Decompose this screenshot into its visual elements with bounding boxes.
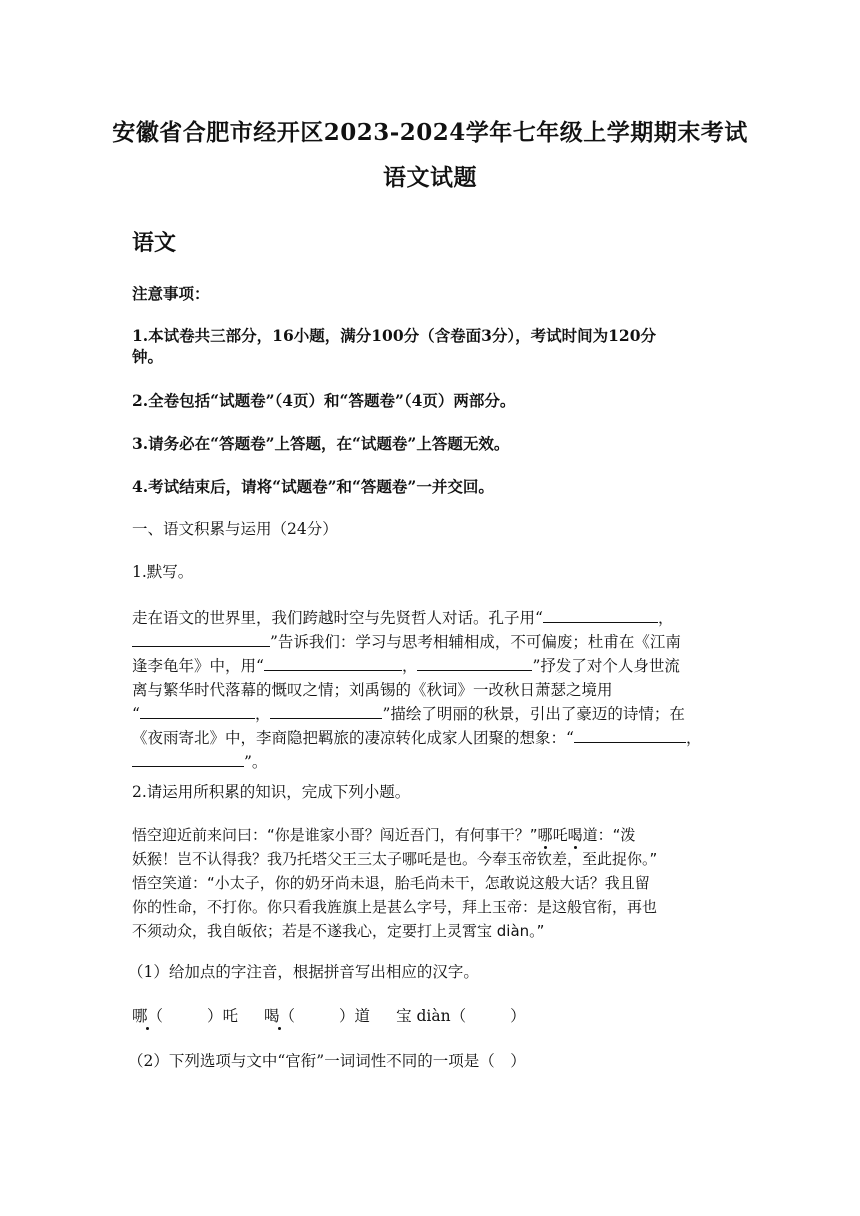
question-1-label: 1.默写。 [132, 563, 194, 581]
exam-title: 安徽省合肥市经开区2023-2024学年七年级上学期期末考试 [112, 119, 748, 146]
question-2-passage: 悟空迎近前来问曰：“你是谁家小哥？闯近吾门，有何事干？”哪吒喝道：“泼 妖猴！岂不认得我？我乃托塔父王三太子哪吒是也。今奉玉帝钦差，至此捉你。” 悟空笑道：“小太子，你的奶牙尚未退，胎毛尚未干，怎敢说这般大话？我且留 你的性命，不打你。你只看我旌旗上是甚么字号，拜上玉帝：是这般官衔，再也 不须动众，我自皈依；若是不遂我心，定要打上灵霄宝 diàn。” [132, 826, 658, 940]
question-2-label: 2.请运用所积累的知识，完成下列小题。 [132, 783, 411, 801]
dotted-char: 喝 [567, 826, 583, 844]
question-2-sub2: （2）下列选项与文中“官衔”一词词性不同的一项是（ ） [128, 1052, 526, 1070]
answer-blank[interactable] [543, 607, 658, 623]
pinyin-item: 哪（ [132, 1007, 164, 1025]
subject-heading: 语文 [132, 230, 177, 256]
pinyin-item: 喝（ [264, 1007, 296, 1025]
answer-blank[interactable] [417, 655, 532, 671]
answer-blank[interactable] [140, 703, 255, 719]
note-item-3: 3.请务必在“答题卷”上答题，在“试题卷”上答题无效。 [132, 434, 510, 453]
answer-blank[interactable] [264, 655, 402, 671]
answer-blank[interactable] [132, 631, 270, 647]
pinyin-item: ）吒 [207, 1007, 239, 1025]
pinyin-row [132, 1004, 528, 1026]
section1-heading: 一、语文积累与运用（24分） [132, 520, 338, 538]
answer-blank[interactable] [132, 751, 244, 767]
answer-blank[interactable] [574, 727, 686, 743]
answer-blank[interactable] [270, 703, 382, 719]
pinyin-item: ） [510, 1007, 526, 1025]
note-item-1: 1.本试卷共三部分，16小题，满分100分（含卷面3分），考试时间为120分 钟。 [132, 326, 656, 366]
exam-subtitle: 语文试题 [383, 164, 477, 191]
question-1-body: 走在语文的世界里，我们跨越时空与先贤哲人对话。孔子用“ ， ”告诉我们：学习与思考相辅相成，不可偏废；杜甫在《江南 逢李龟年》中，用“ ， ”抒发了对个人身世流 离与繁华时代落幕的慨叹之情；刘禹锡的《秋词》一改秋日萧瑟之境用 “ ， ”描绘了明丽的秋景，引出了豪迈的诗情；在 《夜雨寄北》中，李商隐把羁旅的凄凉转化成家人团聚的想象：“ ， ”。 [132, 609, 702, 771]
note-item-2: 2.全卷包括“试题卷”（4页）和“答题卷”（4页）两部分。 [132, 391, 516, 410]
notes-heading: 注意事项： [132, 284, 210, 303]
question-2-sub1: （1）给加点的字注音，根据拼音写出相应的汉字。 [128, 963, 479, 981]
note-item-4: 4.考试结束后，请将“试题卷”和“答题卷”一并交回。 [132, 477, 494, 496]
pinyin-item: ）道 [339, 1007, 371, 1025]
dotted-char: 哪 [537, 826, 553, 844]
pinyin-item: 宝 diàn（ [396, 1007, 467, 1025]
